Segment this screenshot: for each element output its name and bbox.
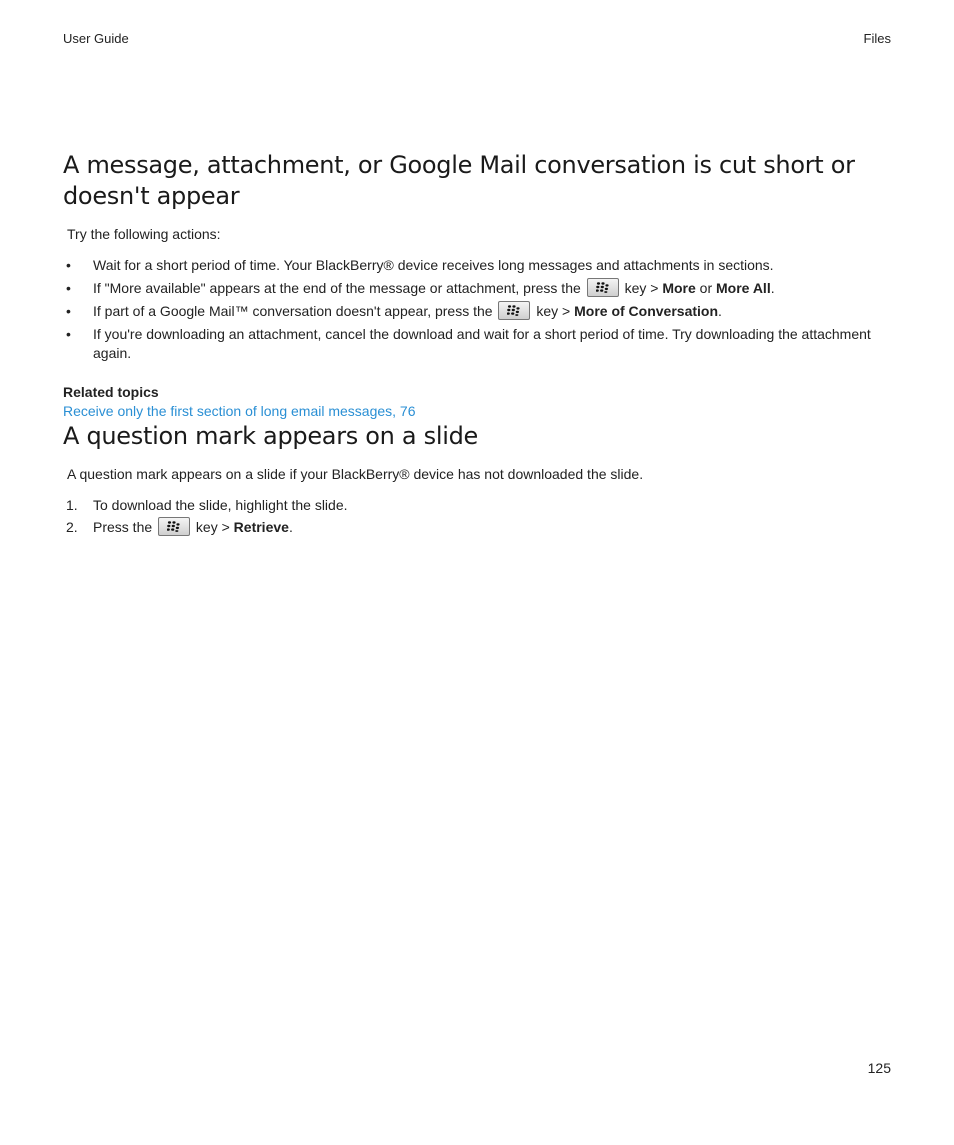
list-item xyxy=(63,302,893,321)
list-item xyxy=(63,256,893,275)
list-item-text: To download the slide, highlight the slide. xyxy=(93,497,348,513)
page-content xyxy=(63,150,893,540)
step-number: 1. xyxy=(66,497,78,513)
list-item-text: If part of a Google Mail™ conversation doesn't appear, press the xyxy=(93,303,493,319)
list-item xyxy=(63,518,893,537)
list-item-text: key > xyxy=(536,303,571,319)
list-item xyxy=(63,325,893,363)
page-number: 125 xyxy=(867,1060,891,1076)
menu-item-retrieve: Retrieve xyxy=(233,519,289,535)
list-item-text: key > xyxy=(624,280,659,296)
menu-item-more-all: More All xyxy=(716,280,771,296)
bullet: • xyxy=(66,280,71,296)
bullet: • xyxy=(66,303,71,319)
section-title: A question mark appears on a slide xyxy=(63,422,478,450)
section-intro: A question mark appears on a slide if your BlackBerry® device has not downloaded the slide. xyxy=(67,466,644,482)
section-title: A message, attachment, or Google Mail conversation is cut short or doesn't appear xyxy=(63,151,855,210)
punctuation: . xyxy=(718,303,722,319)
blackberry-menu-key-icon xyxy=(158,517,190,536)
blackberry-menu-key-icon xyxy=(587,278,619,297)
list-item xyxy=(63,279,893,298)
bullet: • xyxy=(66,257,71,273)
blackberry-menu-key-icon xyxy=(498,301,530,320)
list-item-text: If you're downloading an attachment, cancel the download and wait for a short period of time. Try downloading the attachment again. xyxy=(93,326,871,361)
action-list xyxy=(63,256,893,363)
section-intro: Try the following actions: xyxy=(67,226,221,242)
list-item-text: If "More available" appears at the end of the message or attachment, press the xyxy=(93,280,581,296)
list-item xyxy=(63,496,893,515)
list-item-text: or xyxy=(699,280,713,296)
list-item-text: Press the xyxy=(93,519,153,535)
list-item-text: key > xyxy=(195,519,230,535)
bullet: • xyxy=(66,326,71,342)
step-number: 2. xyxy=(66,519,78,535)
punctuation: . xyxy=(770,280,775,296)
running-header-title: User Guide xyxy=(63,31,129,46)
running-header-section: Files xyxy=(863,31,891,46)
related-topics-heading: Related topics xyxy=(63,384,159,400)
punctuation: . xyxy=(288,519,293,535)
menu-item-more-of-conversation: More of Conversation xyxy=(574,303,719,319)
related-topic-link[interactable]: Receive only the first section of long email messages, 76 xyxy=(63,403,416,419)
list-item-text: Wait for a short period of time. Your BlackBerry® device receives long messages and attachments in sections. xyxy=(93,257,774,273)
steps-list xyxy=(63,496,893,537)
menu-item-more: More xyxy=(662,280,696,296)
